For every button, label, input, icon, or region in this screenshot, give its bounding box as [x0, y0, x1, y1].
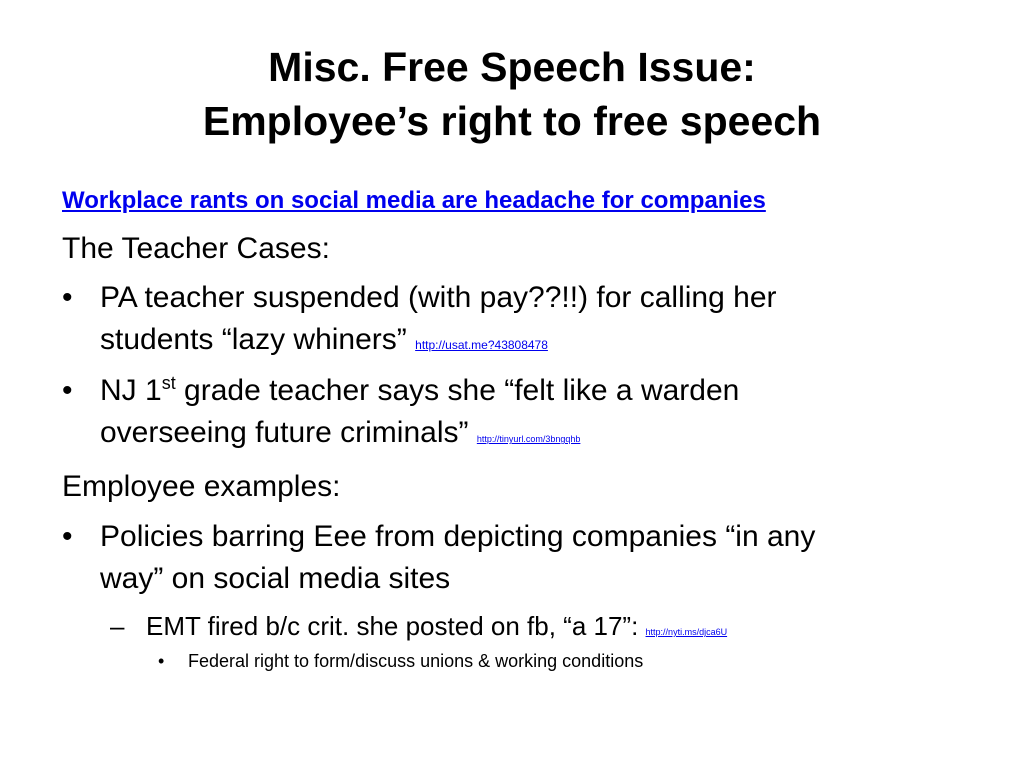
employee-sub-item-text: EMT fired b/c crit. she posted on fb, “a 17”: [146, 611, 639, 641]
bullet-icon: • [62, 281, 73, 314]
teacher-item-2-line-1-rest: grade teacher says she “felt like a warden [175, 374, 740, 407]
dash-bullet-icon: – [110, 611, 125, 641]
small-bullet-icon: • [158, 651, 165, 671]
employee-sub-item-link[interactable]: http://nyti.ms/djca6U [645, 627, 728, 637]
bullet-icon: • [62, 374, 73, 407]
slide-title [60, 40, 964, 148]
teacher-item-1 [100, 277, 960, 366]
teacher-item-2-prefix: NJ 1 [100, 374, 162, 407]
employee-item-1-line-1: Policies barring Eee from depicting companies “in any [100, 520, 816, 553]
slide-title-line-1: Misc. Free Speech Issue: [268, 44, 756, 90]
teacher-item-2-line-2 [100, 412, 960, 460]
bullet-icon: • [62, 520, 73, 553]
teacher-item-2-link[interactable]: http://tinyurl.com/3bngqhb [476, 434, 581, 444]
teacher-item-1-line-1: PA teacher suspended (with pay??!!) for calling her [100, 281, 777, 314]
headline-row [62, 180, 766, 222]
teacher-item-2-line-2-text: overseeing future criminals” [100, 416, 469, 449]
headline-link[interactable]: Workplace rants on social media are headache for companies [62, 187, 766, 214]
employee-item-1-line-2: way” on social media sites [100, 562, 451, 595]
teacher-item-2-line-1 [100, 370, 960, 412]
employee-sub-sub-item: Federal right to form/discuss unions & working conditions [188, 651, 644, 671]
employee-examples-heading: Employee examples: [62, 470, 341, 503]
employee-sub-item [146, 608, 727, 650]
teacher-item-2-superscript: st [161, 373, 176, 393]
teacher-item-2 [100, 370, 960, 460]
employee-item-1 [100, 516, 960, 600]
teacher-item-1-link[interactable]: http://usat.me?43808478 [415, 338, 548, 352]
slide-title-line-2: Employee’s right to free speech [202, 98, 822, 144]
teacher-item-1-line-2 [100, 319, 960, 366]
teacher-item-1-line-2-text: students “lazy whiners” [100, 323, 407, 356]
teacher-cases-heading: The Teacher Cases: [62, 232, 330, 265]
